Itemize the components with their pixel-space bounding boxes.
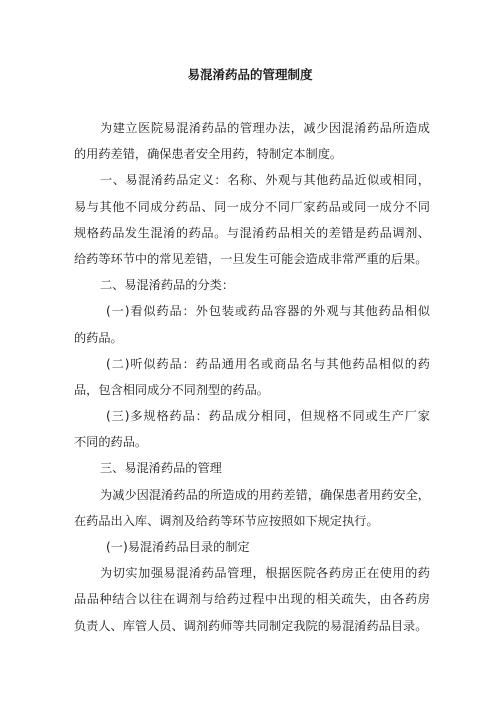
subsection-heading: (一)易混淆药品目录的制定: [106, 540, 250, 554]
paragraph-line: 给药等环节中的常见差错，一旦发生可能会造成非常严重的后果。: [74, 251, 428, 266]
paragraph-line: 的用药差错，确保患者安全用药，特制定本制度。: [74, 147, 343, 162]
section-heading: 三、易混淆药品的管理: [100, 461, 222, 476]
paragraph-line: 为建立医院易混淆药品的管理办法，减少因混淆药品所造成: [100, 121, 430, 135]
paragraph-line: 不同的药品。: [74, 435, 148, 450]
paragraph-line: 规格药品发生混淆的药品。与混淆药品相关的差错是药品调剂、: [74, 225, 430, 240]
paragraph-line: (二)听似药品：药品通用名或商品名与其他药品相似的药: [106, 356, 430, 371]
document-body: [74, 118, 430, 642]
document-title: 易混淆药品的管理制度: [187, 67, 313, 82]
paragraph-line: (一)看似药品：外包装或药品容器的外观与其他药品相似: [106, 304, 430, 319]
paragraph-line: 品品种结合以往在调剂与给药过程中出现的相关疏失，由各药房: [74, 592, 430, 607]
paragraph-line: 一、易混淆药品定义：名称、外观与其他药品近似或相同，: [100, 173, 430, 188]
paragraph-line: 为切实加强易混淆药品管理，根据医院各药房正在使用的药: [100, 566, 430, 581]
paragraph-line: 的药品。: [74, 330, 123, 345]
paragraph-line: 负责人、库管人员、调剂药师等共同制定我院的易混淆药品目录。: [74, 618, 428, 633]
paragraph-line: 易与其他不同成分药品、同一成分不同厂家药品或同一成分不同: [74, 199, 430, 214]
paragraph-line: 在药品出入库、调剂及给药等环节应按照如下规定执行。: [74, 513, 379, 528]
paragraph-line: 为减少因混淆药品的所造成的用药差错，确保患者用药安全，: [100, 487, 430, 502]
paragraph-line: (三)多规格药品：药品成分相同，但规格不同或生产厂家: [106, 409, 430, 424]
section-heading: 二、易混淆药品的分类：: [100, 278, 235, 293]
paragraph-line: 品，包含相同成分不同剂型的药品。: [74, 382, 269, 397]
